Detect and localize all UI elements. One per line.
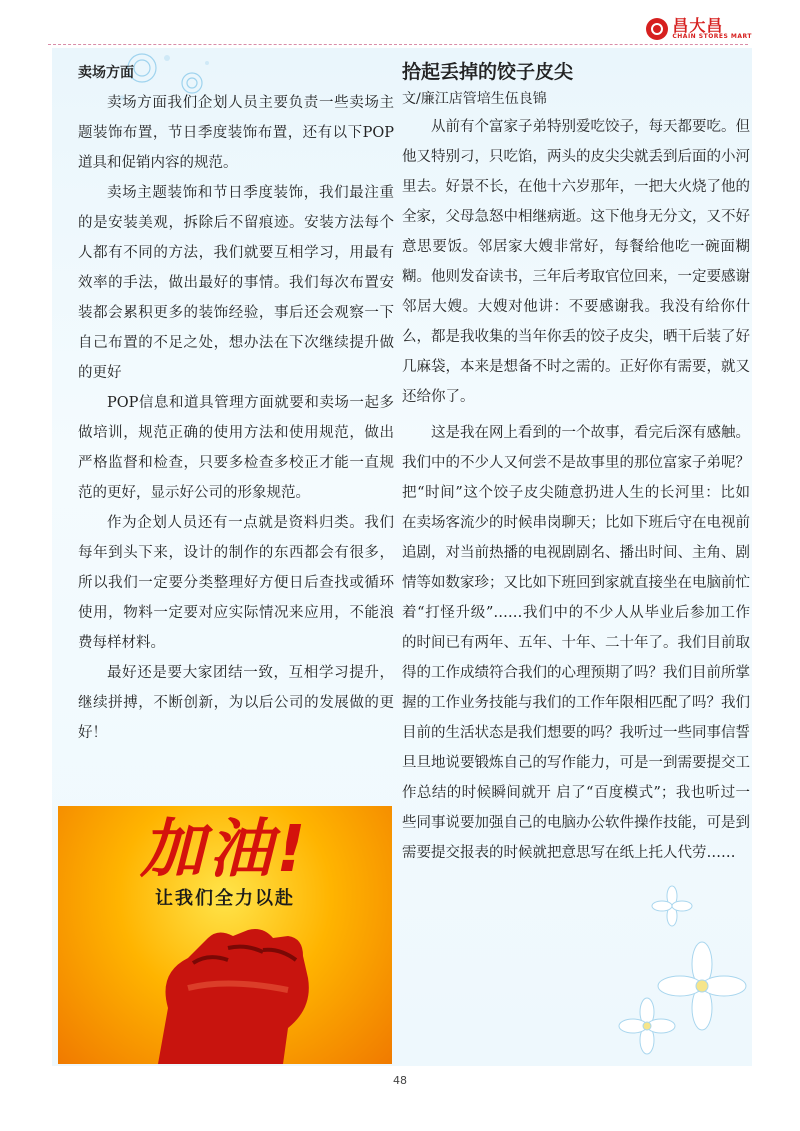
article-paragraph: 从前有个富家子弟特别爱吃饺子，每天都要吃。但他又特别刁，只吃馅，两头的皮尖尖就丢到后面的小河里去。好景不长，在他十六岁那年，一把大火烧了他的全家，父母急怒中相继病逝。这下他身无分文，又不好意思要饭。邻居家大嫂非常好，每餐给他吃一碗面糊糊。他则发奋读书，三年后考取官位回来，一定要感谢邻居大嫂。大嫂对他讲：不要感谢我。我没有给你什么，都是我收集的当年你丢的饺子皮尖，晒干后装了好几麻袋，本来是想备不时之需的。正好你有需要，就又还给你了。 (402, 119, 750, 405)
brand-logo (646, 18, 752, 40)
right-column (402, 58, 750, 868)
logo-english-name: CHAIN STORES MART (672, 33, 752, 40)
motivation-poster (58, 806, 392, 1064)
article-title: 拾起丢掉的饺子皮尖 (402, 61, 574, 83)
left-paragraph: 卖场方面我们企划人员主要负责一些卖场主题装饰布置，节日季度装饰布置，还有以下POP道具和促销内容的规范。 (78, 95, 394, 171)
article-byline: 文/廉江店管培生伍良锦 (402, 91, 547, 107)
page-number: 48 (393, 1074, 407, 1087)
left-column (78, 58, 394, 748)
logo-chinese-name: 昌大昌 (672, 16, 724, 35)
left-paragraph: 最好还是要大家团结一致，互相学习提升，继续拼搏，不断创新，为以后公司的发展做的更好！ (78, 665, 394, 741)
flower-decoration-bottom-right-icon (552, 846, 752, 1066)
poster-headline: 加油! (140, 813, 310, 887)
header-divider (48, 44, 748, 45)
left-paragraph: 卖场主题装饰和节日季度装饰，我们最注重的是安装美观，拆除后不留痕迹。安装方法每个人都有不同的方法，我们就要互相学习，用最有效率的手法，做出最好的事情。我们每次布置安装都会累积更多的装饰经验，事后还会观察一下自己布置的不足之处，想办法在下次继续提升做的更好 (78, 185, 394, 381)
raised-fist-icon (118, 918, 338, 1064)
poster-subline: 让我们全力以赴 (155, 888, 295, 909)
left-paragraph: POP信息和道具管理方面就要和卖场一起多做培训，规范正确的使用方法和使用规范，做出严格监督和检查，只要多检查多校正才能一直规范的更好，显示好公司的形象规范。 (78, 395, 394, 501)
section-title: 卖场方面 (78, 65, 134, 81)
logo-icon (646, 18, 668, 40)
article-paragraph: 这是我在网上看到的一个故事，看完后深有感触。我们中的不少人又何尝不是故事里的那位富家子弟呢？把“时间”这个饺子皮尖随意扔进人生的长河里：比如在卖场客流少的时候串岗聊天；比如下班后守在电视前追剧，对当前热播的电视剧剧名、播出时间、主角、剧情等如数家珍；又比如下班回到家就直接坐在电脑前忙着“打怪升级”……我们中的不少人从毕业后参加工作的时间已有两年、五年、十年、二十年了。我们目前取得的工作成绩符合我们的心理预期了吗？我们目前所掌握的工作业务技能与我们的工作年限相匹配了吗？我们目前的生活状态是我们想要的吗？我听过一些同事信誓旦旦地说要锻炼自己的写作能力，可是一到需要提交工作总结的时候瞬间就开 启了“百度模式”；我也听过一些同事说要加强自己的电脑办公软件操作技能，可是到需要提交报表的时候就把意思写在纸上托人代劳…… (402, 425, 750, 861)
left-paragraph: 作为企划人员还有一点就是资料归类。我们每年到头下来，设计的制作的东西都会有很多，所以我们一定要分类整理好方便日后查找或循环使用，物料一定要对应实际情况来应用，不能浪费每样材料。 (78, 515, 394, 651)
